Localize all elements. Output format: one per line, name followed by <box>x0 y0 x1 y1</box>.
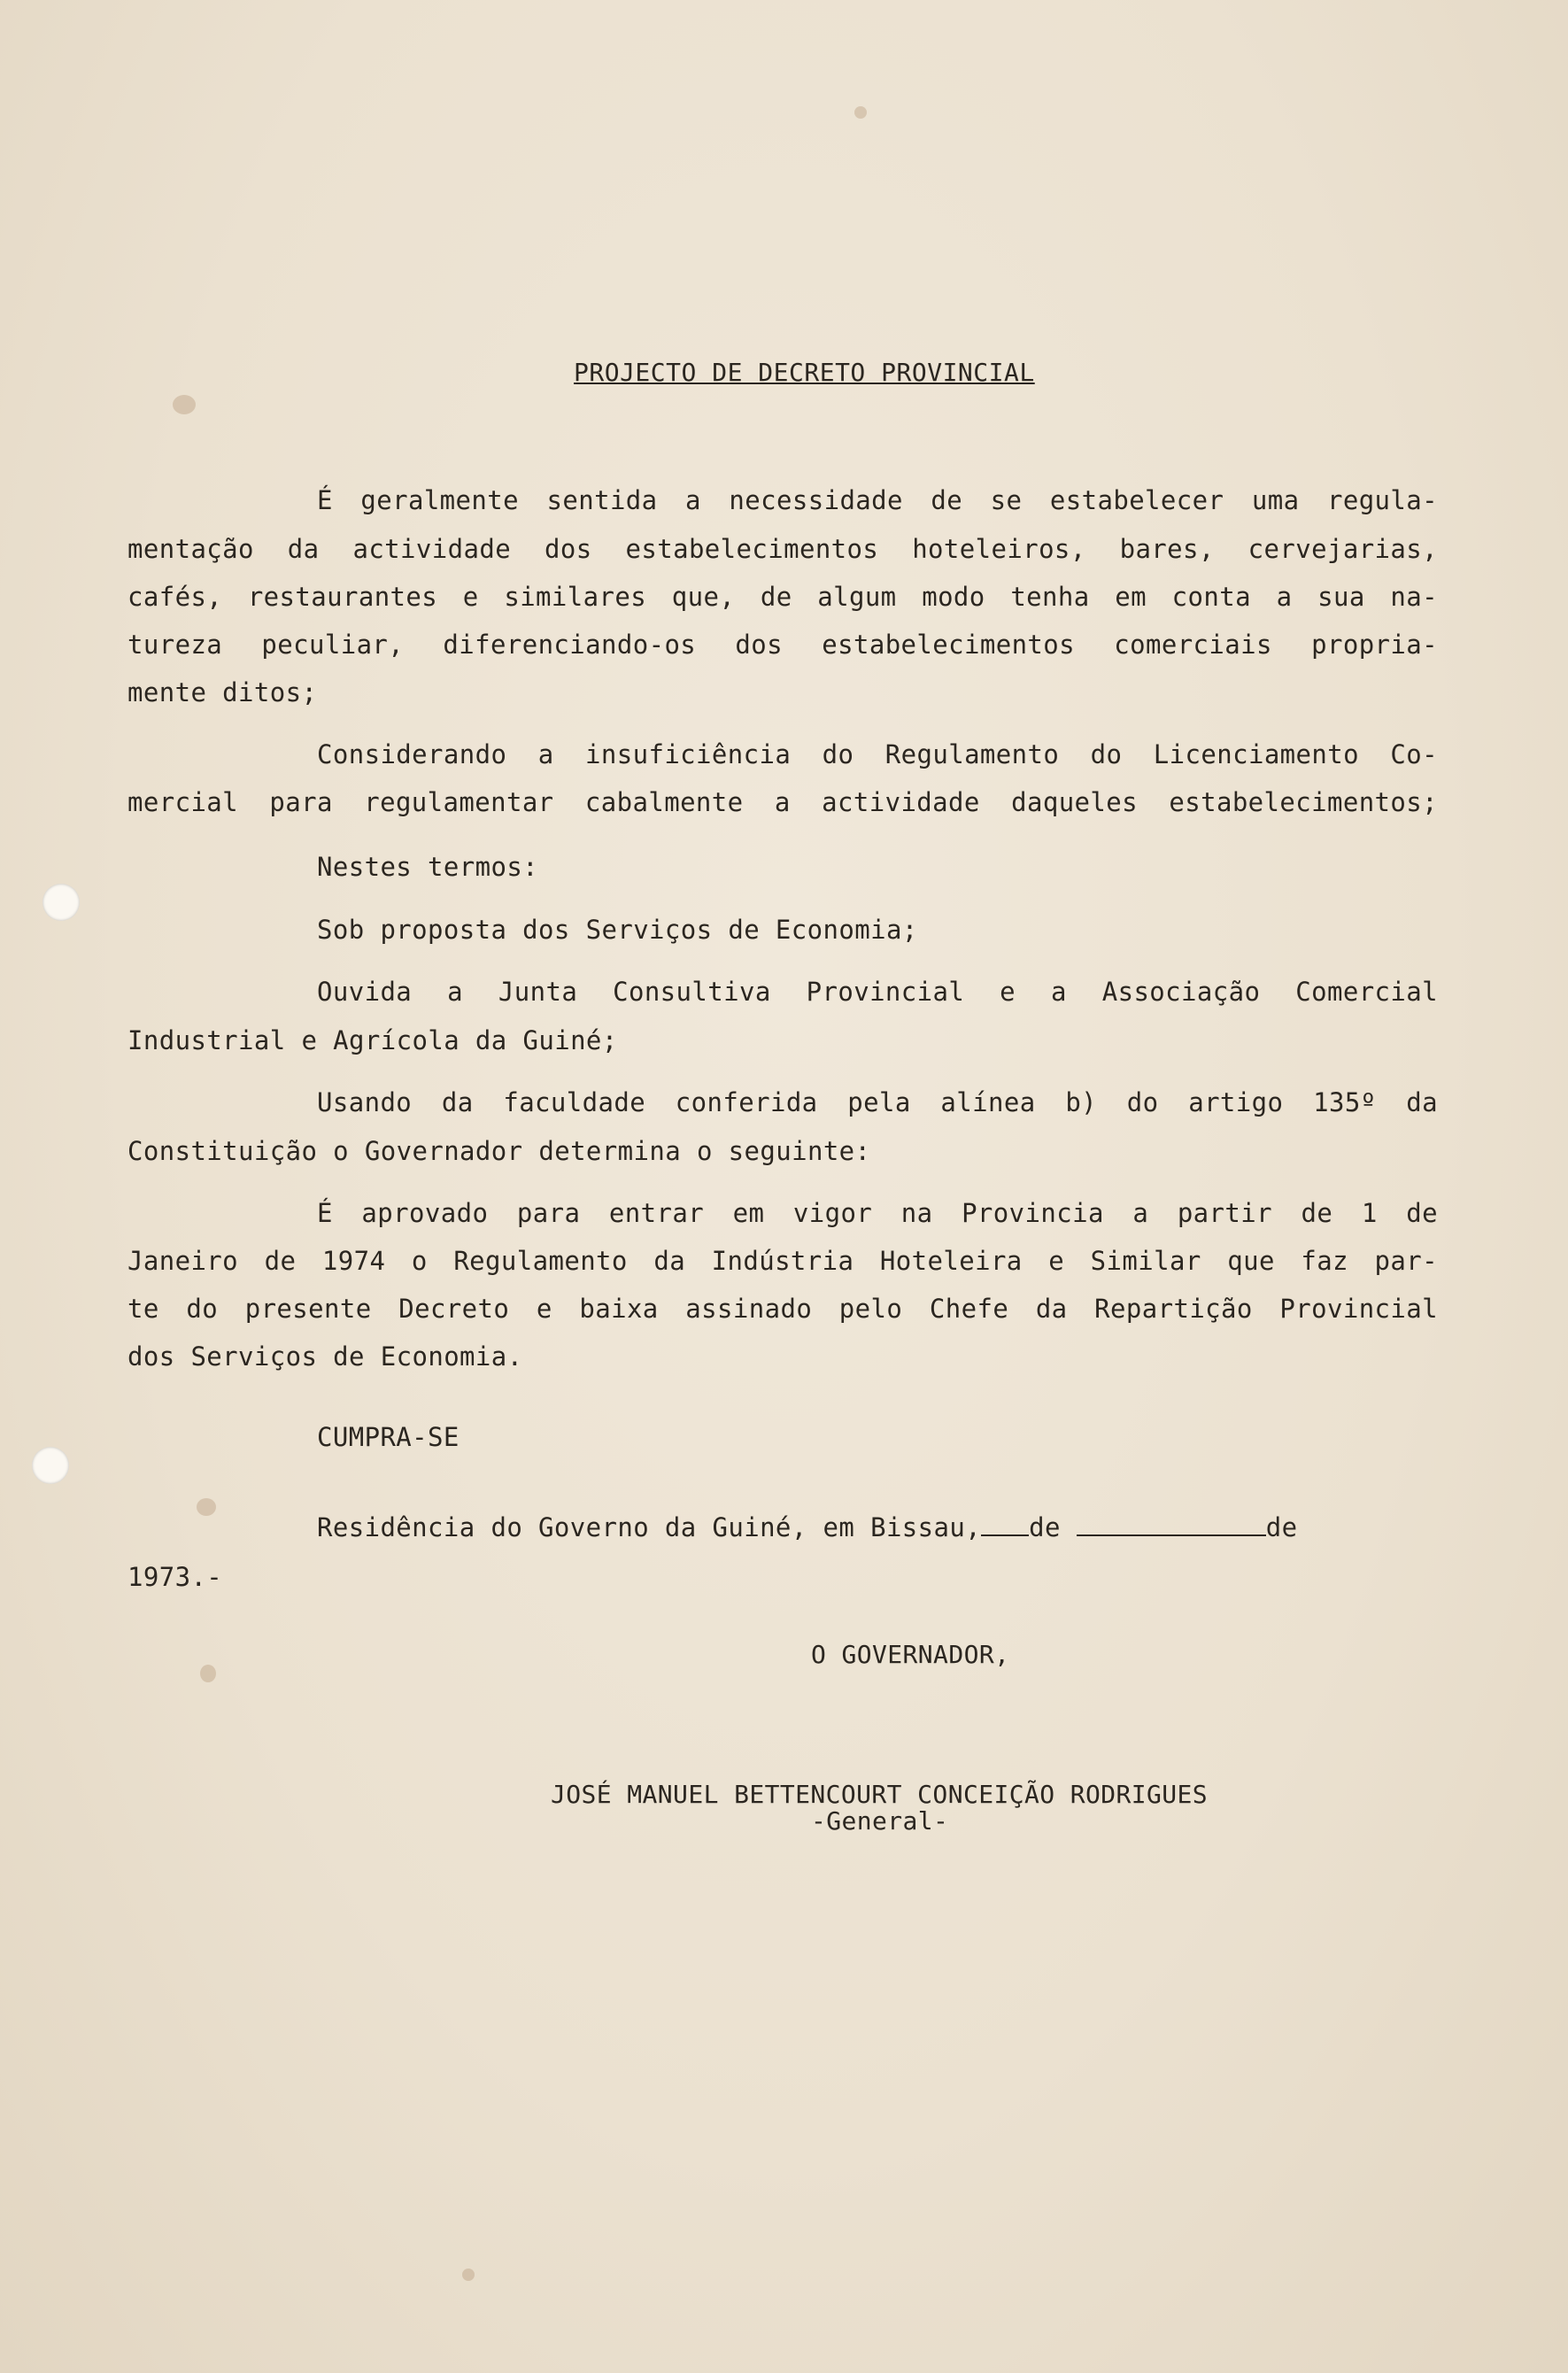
day-blank <box>981 1515 1029 1536</box>
paragraph-6-line-1: Usando da faculdade conferida pela alínea b) do artigo 135º da <box>317 1087 1438 1117</box>
residencia-line <box>317 1512 1438 1542</box>
paper-stain <box>854 106 867 119</box>
cumpra-se: CUMPRA-SE <box>317 1422 460 1452</box>
punch-hole-bottom <box>32 1447 69 1484</box>
paragraph-2-line-1: Considerando a insuficiência do Regulamento do Licenciamento Co- <box>317 739 1438 769</box>
year: 1973.- <box>127 1562 223 1592</box>
paragraph-7-line-4: dos Serviços de Economia. <box>127 1341 523 1372</box>
paper-stain <box>462 2269 475 2281</box>
paragraph-7-line-2: Janeiro de 1974 o Regulamento da Indústria Hoteleira e Similar que faz par- <box>127 1246 1438 1276</box>
paragraph-2-line-2: mercial para regulamentar cabalmente a actividade daqueles estabelecimentos; <box>127 787 1438 817</box>
paragraph-4: Sob proposta dos Serviços de Economia; <box>317 915 918 945</box>
paper-stain <box>197 1498 216 1516</box>
paper-stain <box>200 1665 216 1682</box>
paper-stain <box>173 395 196 414</box>
governor-name: JOSÉ MANUEL BETTENCOURT CONCEIÇÃO RODRIGUES <box>551 1780 1209 1809</box>
paragraph-7-line-1: É aprovado para entrar em vigor na Provincia a partir de 1 de <box>317 1198 1438 1228</box>
governor-title: O GOVERNADOR, <box>811 1640 1010 1669</box>
paragraph-5-line-1: Ouvida a Junta Consultiva Provincial e a Associação Comercial <box>317 977 1438 1007</box>
paragraph-1-line-2: mentação da actividade dos estabelecimentos hoteleiros, bares, cervejarias, <box>127 534 1438 564</box>
document-title: PROJECTO DE DECRETO PROVINCIAL <box>574 358 1035 387</box>
punch-hole-top <box>42 884 80 921</box>
paragraph-1-line-3: cafés, restaurantes e similares que, de algum modo tenha em conta a sua na- <box>127 582 1438 612</box>
paragraph-1-line-5: mente ditos; <box>127 677 318 707</box>
governor-rank: -General- <box>811 1806 949 1836</box>
residencia-de-1: de <box>1029 1512 1061 1542</box>
residencia-text: Residência do Governo da Guiné, em Bissau, <box>317 1512 982 1542</box>
residencia-de-2: de <box>1265 1512 1298 1542</box>
paragraph-3: Nestes termos: <box>317 852 539 882</box>
paragraph-1-line-1: É geralmente sentida a necessidade de se estabelecer uma regula- <box>317 485 1438 515</box>
paragraph-7-line-3: te do presente Decreto e baixa assinado pelo Chefe da Repartição Provincial <box>127 1294 1438 1324</box>
paragraph-6-line-2: Constituição o Governador determina o seguinte: <box>127 1136 871 1166</box>
paragraph-1-line-4: tureza peculiar, diferenciando-os dos estabelecimentos comerciais propria- <box>127 630 1438 660</box>
paragraph-5-line-2: Industrial e Agrícola da Guiné; <box>127 1025 618 1055</box>
month-blank <box>1077 1515 1266 1536</box>
